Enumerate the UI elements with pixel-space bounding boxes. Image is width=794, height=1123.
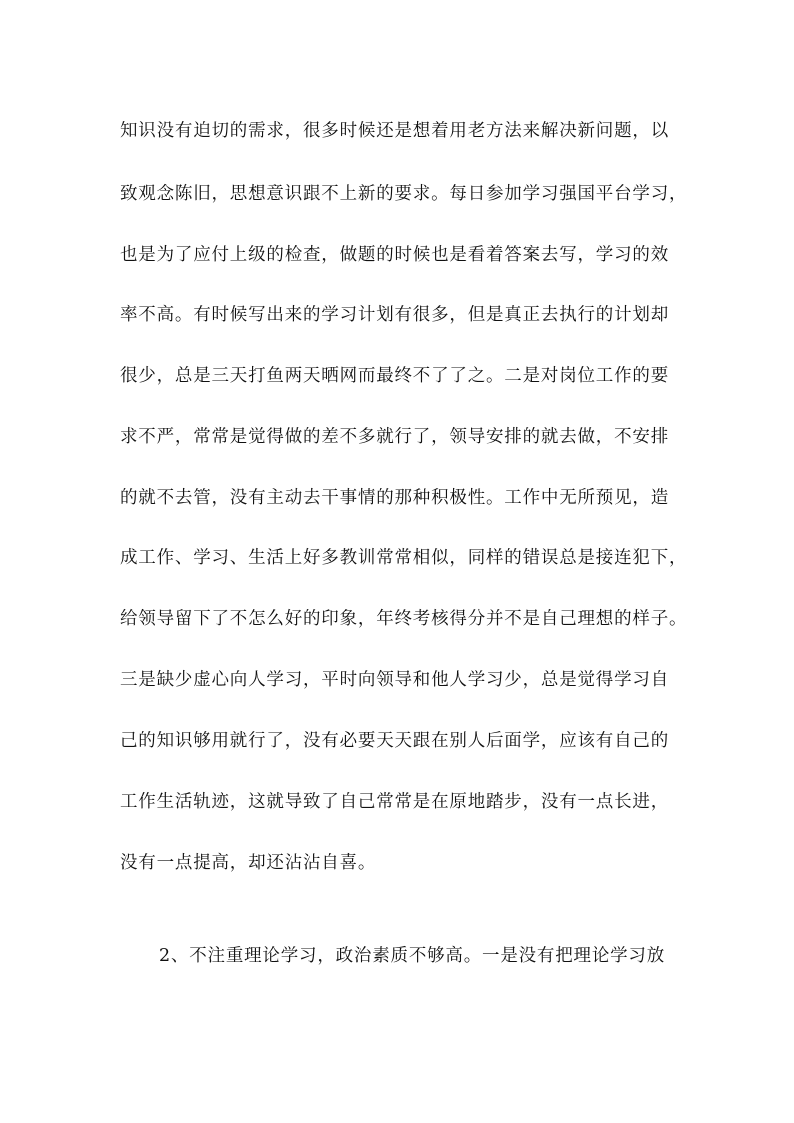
text-line: 知识没有迫切的需求，很多时候还是想着用老方法来解决新问题，以 <box>120 121 669 141</box>
text-line: 的就不去管，没有主动去干事情的那种积极性。工作中无所预见，造 <box>120 488 669 508</box>
text-line: 也是为了应付上级的检查，做题的时候也是看着答案去写，学习的效 <box>120 245 669 265</box>
text-line: 三是缺少虚心向人学习，平时向领导和他人学习少，总是觉得学习自 <box>120 670 669 690</box>
section-heading-line: 2、不注重理论学习，政治素质不够高。一是没有把理论学习放 <box>159 946 666 966</box>
text-line: 没有一点提高，却还沾沾自喜。 <box>120 853 377 873</box>
text-line: 工作生活轨迹，这就导致了自己常常是在原地踏步，没有一点长进， <box>120 792 669 812</box>
text-line: 己的知识够用就行了，没有必要天天跟在别人后面学，应该有自己的 <box>120 731 669 751</box>
text-line: 致观念陈旧，思想意识跟不上新的要求。每日参加学习强国平台学习， <box>120 184 688 204</box>
text-line: 求不严，常常是觉得做的差不多就行了，领导安排的就去做，不安排 <box>120 427 669 447</box>
text-line: 给领导留下了不怎么好的印象，年终考核得分并不是自己理想的样子。 <box>120 609 688 629</box>
text-line: 率不高。有时候写出来的学习计划有很多，但是真正去执行的计划却 <box>120 305 669 325</box>
text-line: 很少，总是三天打鱼两天晒网而最终不了了之。二是对岗位工作的要 <box>120 366 669 386</box>
text-line: 成工作、学习、生活上好多教训常常相似，同样的错误总是接连犯下， <box>120 548 688 568</box>
